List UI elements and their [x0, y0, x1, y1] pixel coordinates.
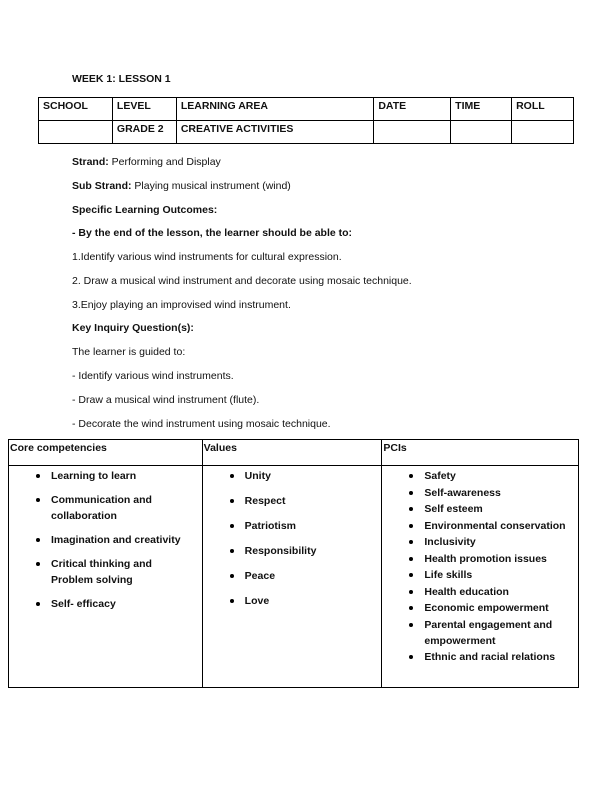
key-inquiry-heading — [72, 322, 194, 334]
cell-time — [451, 121, 512, 144]
header-core-competencies: Core competencies — [9, 440, 203, 466]
header-table-values — [39, 121, 574, 144]
header-table-columns — [39, 98, 574, 121]
strand-value: Performing and Display — [108, 156, 221, 168]
strand-label: Strand: — [72, 156, 109, 168]
values-cell — [202, 466, 382, 688]
competency-table-body — [9, 466, 579, 688]
column-level: LEVEL — [112, 98, 176, 121]
list-item: Health education — [424, 584, 574, 600]
header-values: Values — [202, 440, 382, 466]
column-time: TIME — [451, 98, 512, 121]
list-item: Imagination and creativity — [51, 532, 194, 548]
list-item: Critical thinking and Problem solving — [51, 556, 194, 588]
guided-intro: The learner is guided to: — [72, 346, 186, 358]
sub-strand-line — [72, 180, 291, 192]
outcome-2: 2. Draw a musical wind instrument and decorate using mosaic technique. — [72, 275, 412, 287]
list-item: Communication and collaboration — [51, 492, 194, 524]
specific-outcomes-heading-text: Specific Learning Outcomes: — [72, 204, 218, 216]
cell-date — [374, 121, 451, 144]
core-competencies-cell — [9, 466, 203, 688]
outcome-1: 1.Identify various wind instruments for cultural expression. — [72, 251, 342, 263]
list-item: Economic empowerment — [424, 600, 574, 616]
strand-line — [72, 156, 221, 168]
list-item: Inclusivity — [424, 534, 574, 550]
pcis-cell — [382, 466, 579, 688]
list-item: Ethnic and racial relations — [424, 649, 574, 665]
pcis-list — [382, 466, 578, 665]
guided-item-2: - Draw a musical wind instrument (flute). — [72, 394, 260, 406]
list-item: Patriotism — [245, 518, 374, 534]
values-list — [203, 466, 382, 609]
list-item: Unity — [245, 468, 374, 484]
cell-learning-area: CREATIVE ACTIVITIES — [176, 121, 373, 144]
list-item: Learning to learn — [51, 468, 194, 484]
list-item: Self- efficacy — [51, 596, 194, 612]
guided-item-3: - Decorate the wind instrument using mosaic technique. — [72, 418, 331, 430]
core-competencies-list — [9, 466, 202, 612]
cell-level: GRADE 2 — [112, 121, 176, 144]
specific-outcomes-heading — [72, 204, 217, 216]
column-school: SCHOOL — [39, 98, 113, 121]
column-roll: ROLL — [512, 98, 574, 121]
list-item: Peace — [245, 568, 374, 584]
cell-roll — [512, 121, 574, 144]
list-item: Life skills — [424, 567, 574, 583]
column-learning-area: LEARNING AREA — [176, 98, 373, 121]
competency-table — [8, 439, 579, 688]
sub-strand-label: Sub Strand: — [72, 180, 132, 192]
list-item: Responsibility — [245, 543, 374, 559]
list-item: Love — [245, 593, 374, 609]
column-date: DATE — [374, 98, 451, 121]
lesson-heading: WEEK 1: LESSON 1 — [72, 73, 171, 85]
sub-strand-value: Playing musical instrument (wind) — [131, 180, 291, 192]
list-item: Parental engagement and empowerment — [424, 617, 574, 649]
header-pcis: PCIs — [382, 440, 579, 466]
list-item: Safety — [424, 468, 574, 484]
outcomes-intro — [72, 227, 352, 239]
list-item: Environmental conservation — [424, 518, 574, 534]
competency-table-headers — [9, 440, 579, 466]
guided-item-1: - Identify various wind instruments. — [72, 370, 234, 382]
list-item: Health promotion issues — [424, 551, 574, 567]
list-item: Respect — [245, 493, 374, 509]
lesson-header-table — [38, 97, 574, 144]
key-inquiry-heading-text: Key Inquiry Question(s): — [72, 322, 194, 334]
cell-school — [39, 121, 113, 144]
list-item: Self esteem — [424, 501, 574, 517]
list-item: Self-awareness — [424, 485, 574, 501]
outcomes-intro-text: - By the end of the lesson, the learner should be able to: — [72, 227, 353, 239]
outcome-3: 3.Enjoy playing an improvised wind instrument. — [72, 299, 291, 311]
